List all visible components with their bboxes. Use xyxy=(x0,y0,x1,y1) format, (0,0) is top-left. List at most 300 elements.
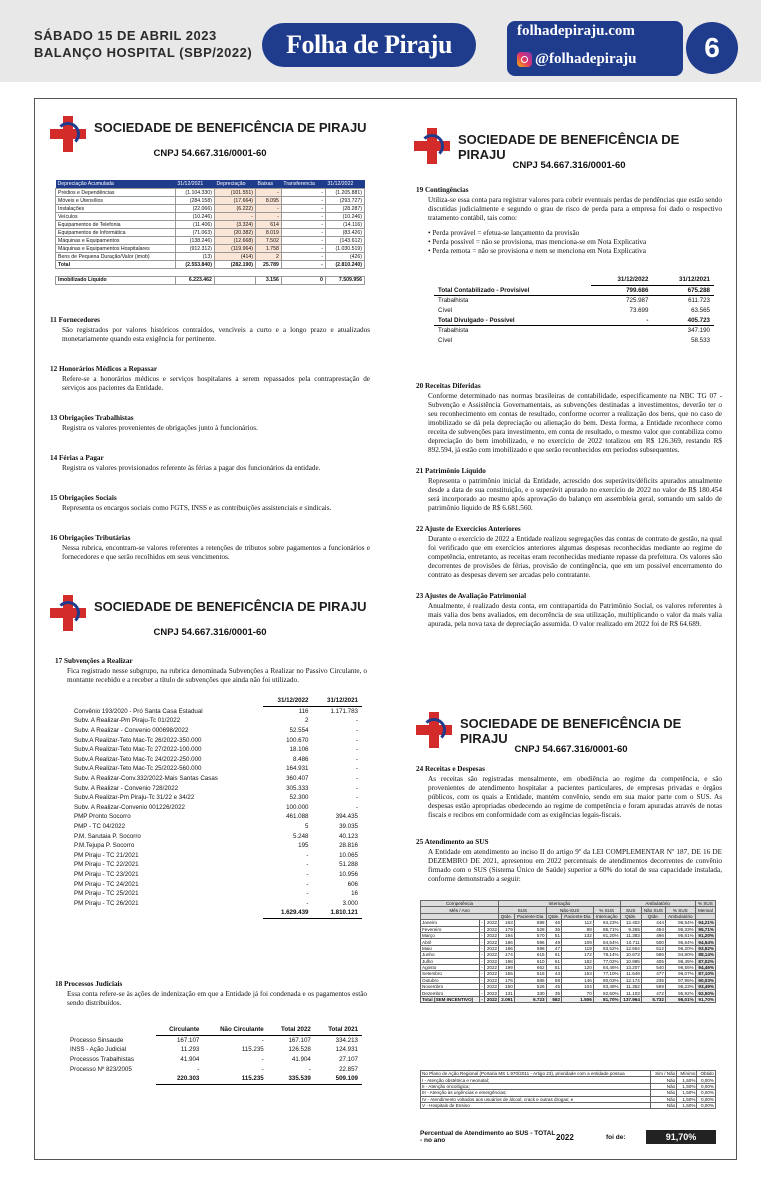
table-cell: 88,14% xyxy=(695,952,715,958)
table-header: Circulante xyxy=(156,1025,204,1035)
table-cell: - xyxy=(308,1065,311,1073)
table-cell: Trabalhista xyxy=(438,327,469,335)
table-cell: 10.065 xyxy=(339,851,358,859)
table-cell: 94,21% xyxy=(695,920,715,926)
table-cell: 100.670 xyxy=(286,736,309,744)
table-cell: Processos Trabalhistas xyxy=(70,1056,134,1064)
note-section xyxy=(50,365,370,393)
table-cell: 500 xyxy=(641,939,665,945)
table-cell: 454 xyxy=(641,926,665,932)
header-dateline xyxy=(34,27,252,61)
table-row xyxy=(70,783,362,793)
org-name: SOCIEDADE DE BENEFICÊNCIA DE PIRAJU xyxy=(458,132,680,162)
table-cell xyxy=(591,325,653,335)
note-body: São registrados por valores históricos contraídos, vencíveis a curto e a longo prazo e atualizados monetariamente quando esta exigência for pertinente. xyxy=(62,326,370,343)
table-cell: - xyxy=(306,861,309,869)
table-cell: Não xyxy=(651,1090,677,1096)
table-header: Ambulatório xyxy=(620,901,695,907)
table-cell: 334.213 xyxy=(335,1036,358,1044)
table-cell: Subv.A Realizar-Teto Mac-Tc 24/2022-250.000 xyxy=(74,755,202,763)
table-cell: - xyxy=(281,213,325,221)
table-cell: 1.758 xyxy=(255,245,281,253)
table-cell: 199 xyxy=(499,964,515,970)
note-19-bullets xyxy=(416,229,722,256)
table-cell: 2022 xyxy=(484,996,498,1002)
table-cell: (14.116) xyxy=(325,221,364,229)
table-cell: 512 xyxy=(641,945,665,951)
table-cell: 35 xyxy=(546,990,561,996)
table-cell: - xyxy=(481,926,483,932)
table-cell: 176 xyxy=(499,977,515,983)
table-cell: 3.156 xyxy=(255,276,281,284)
table-row xyxy=(434,315,714,325)
table-cell: 0,00% xyxy=(697,1090,716,1096)
table-cell: 0,00% xyxy=(697,1083,716,1089)
table-cell: (11.406) xyxy=(175,221,214,229)
table-header: SUS xyxy=(620,907,641,913)
table-cell: 174 xyxy=(499,952,515,958)
table-row xyxy=(70,831,362,841)
table-cell: 100.000 xyxy=(286,803,309,811)
table-row xyxy=(70,803,362,813)
table-cell: - xyxy=(261,1036,264,1044)
table-cell: Abril xyxy=(421,939,480,945)
table-cell: - xyxy=(306,880,309,888)
table-cell: - xyxy=(481,965,483,971)
table-cell: INSS - Ação Judicial xyxy=(70,1046,127,1054)
table-header: Qtde. xyxy=(620,913,641,919)
table-cell: 92,50% xyxy=(695,990,715,996)
table-row xyxy=(66,1035,362,1045)
table-cell: - xyxy=(481,984,483,990)
table-cell: III - Atenção às urgências e emergências; xyxy=(421,1090,651,1096)
table-header: Internação xyxy=(593,913,620,919)
table-header: Não Circulante xyxy=(203,1025,267,1035)
table-cell: 9.265 xyxy=(620,926,641,932)
table-row xyxy=(70,755,362,765)
table-row xyxy=(66,1045,362,1055)
note-section xyxy=(50,414,370,433)
table-cell: 43 xyxy=(546,971,561,977)
sus-final-label: Percentual de Atendimento ao SUS - TOTAL - no ano xyxy=(420,1130,556,1144)
note-section xyxy=(50,494,370,513)
table-cell: (138.246) xyxy=(175,237,214,245)
table-row xyxy=(70,851,362,861)
note-section xyxy=(416,467,722,513)
table-cell: Máquinas e Equipamentos xyxy=(56,237,176,245)
table-cell: Subv. A Realizar - Convenio 000698/2022 xyxy=(74,727,189,735)
table-cell: 1.506 xyxy=(562,996,594,1002)
table-cell: Subv.A Realizar-Teto Mac-Tc 25/2022-560.000 xyxy=(74,765,202,773)
table-cell xyxy=(434,275,591,285)
table-row xyxy=(70,870,362,880)
table-row xyxy=(70,745,362,755)
table-row xyxy=(434,336,714,346)
table-cell: II - Atenção oncológica; xyxy=(421,1083,651,1089)
table-cell xyxy=(591,336,653,346)
table-cell: 80,03% xyxy=(593,977,620,983)
table-row xyxy=(70,812,362,822)
table-cell xyxy=(66,1074,156,1084)
instagram-icon xyxy=(517,52,532,67)
note-17-title: 17 Subvenções a Realizar xyxy=(55,657,133,665)
table-cell: 85,71% xyxy=(593,926,620,932)
table-cell: I - Atenção obstétrica e neonatal; xyxy=(421,1077,651,1083)
table-cell: Convênio 193/2020 - Pró Santa Casa Estadual xyxy=(74,707,203,715)
note-body: Conforme determinado nas normas brasileiras de contabilidade, especificamente na NBC TG 07 - Subvenção e Assistência Governamentais, as subvenções destinadas a investimentos, deverão ter o seu reconhecimento em contas de resultado, conforme ocorrer a realização dos bens, que no caso de imobilizado se dá pela depreciação ou alienação do bem. Desta forma, a Entidade reconhece como receita de subvenções para investimento, em conta de resultado, o mesmo valor que contabiliza como depreciação do bem imobilizado, e no exercício de 2022 totalizou em R$ 126.369, restando R$ 892.594, já estão com imobilizado e que serão reconhecidos em períodos subsequentes. xyxy=(428,392,722,454)
table-cell: 27.107 xyxy=(339,1056,358,1064)
table-row xyxy=(421,1102,716,1108)
table-cell: 172 xyxy=(562,952,594,958)
table-cell: (10.246) xyxy=(175,213,214,221)
table-cell: 11.383 xyxy=(620,932,641,938)
sus-plan-table xyxy=(420,1070,716,1109)
table-cell: 96,45% xyxy=(665,958,695,964)
table-cell: - xyxy=(355,803,358,811)
table-cell: - xyxy=(306,851,309,859)
table-cell: - xyxy=(281,229,325,237)
table-cell: 96,01% xyxy=(665,996,695,1002)
table-cell: Bens de Pequena Duração/Valor (imob) xyxy=(56,253,176,261)
table-cell: 509.109 xyxy=(315,1074,362,1084)
table-cell: 155 xyxy=(499,971,515,977)
table-cell: 28.816 xyxy=(339,842,358,850)
table-cell: 10.956 xyxy=(339,870,358,878)
table-cell: 235 xyxy=(641,977,665,983)
note-body: Anualmente, é realizado desta conta, em contrapartida do Patrimônio Social, os valores referentes à mais valia dos bens avaliados, em decorrência de sua utilização, multiplicando o valor da mais valia apurada, pela nova taxa de depreciação assumida. O valor realizado em 2022 foi de R$ 64.689. xyxy=(428,602,722,628)
table-cell: 95,33% xyxy=(665,926,695,932)
table-cell: - xyxy=(306,890,309,898)
table-row xyxy=(70,726,362,736)
table-cell: Julho xyxy=(421,958,480,964)
depreciation-table xyxy=(55,180,365,285)
table-cell: P.M. Sarutaia P. Socorro xyxy=(74,832,141,840)
table-cell: Subv. A Realizar-Convenio 001226/2022 xyxy=(74,803,185,811)
table-cell: 496 xyxy=(641,932,665,938)
table-cell: 2 xyxy=(255,253,281,261)
note-body: Representa os encargos sociais como FGTS, INSS e as contribuições assistenciais e sindicais. xyxy=(62,504,332,512)
table-cell: 461.088 xyxy=(286,813,309,821)
table-header: Qtde. xyxy=(546,913,561,919)
table-cell: 1,50% xyxy=(677,1096,697,1102)
org-cnpj: CNPJ 54.667.316/0001-60 xyxy=(153,148,267,159)
bullet-item: • Perda remota = não se provisiona e nem se menciona em Nota Explicativa xyxy=(428,247,646,255)
note-title: 14 Férias a Pagar xyxy=(50,454,104,462)
table-header: Qtde. xyxy=(499,913,515,919)
table-cell: 83,52% xyxy=(593,945,620,951)
table-cell: - xyxy=(261,1056,264,1064)
table-header: 31/12/2021 xyxy=(652,275,714,285)
table-cell: Subv.A Realizar-Teto Mac-Tc 27/2022-100.000 xyxy=(74,746,202,754)
plan-title: No Plano de Ação Regional (Portaria MS 1.970/2011 - Artigo 23), prioridade com a entidade possua xyxy=(421,1071,651,1077)
total-row xyxy=(66,1074,362,1084)
table-cell: - xyxy=(255,205,281,213)
table-header: Sim / Não xyxy=(651,1071,677,1077)
table-cell: 167.107 xyxy=(176,1036,200,1044)
table-row xyxy=(70,822,362,832)
table-cell: 2022 xyxy=(484,964,498,970)
note-title: 12 Honorários Médicos a Repassar xyxy=(50,365,158,373)
table-cell: 51 xyxy=(546,932,561,938)
table-cell: Total Divulgado - Possível xyxy=(434,315,591,325)
table-cell: 1,50% xyxy=(677,1102,697,1108)
table-cell: 7.502 xyxy=(255,237,281,245)
table-cell: 662 xyxy=(514,964,546,970)
table-cell: 1,50% xyxy=(677,1077,697,1083)
table-cell: 150 xyxy=(499,984,515,990)
table-row xyxy=(70,898,362,908)
table-cell: Total Contabilizado - Provisivel xyxy=(434,285,591,296)
note-body: Registra os valores provenientes de obrigações junto à funcionários. xyxy=(62,424,258,432)
table-cell: (10.246) xyxy=(325,213,364,221)
table-cell: 610 xyxy=(514,958,546,964)
table-cell: 0,00% xyxy=(697,1077,716,1083)
table-cell: 12.664 xyxy=(620,945,641,951)
table-cell: 570 xyxy=(514,932,546,938)
table-cell: - xyxy=(481,958,483,964)
table-row xyxy=(56,205,365,213)
table-header-row xyxy=(421,1071,716,1077)
total-row xyxy=(421,996,716,1002)
table-header: 31/12/2021 xyxy=(175,180,214,189)
table-header: Baixas xyxy=(255,180,281,189)
table-header: Qtde. xyxy=(641,913,665,919)
table-cell: 137.964 xyxy=(620,996,641,1002)
table-cell: (2.810.240) xyxy=(325,261,364,269)
header-date: SÁBADO 15 DE ABRIL 2023 xyxy=(34,28,217,43)
table-cell: Veículos xyxy=(56,213,176,221)
table-cell: 2022 xyxy=(484,984,498,990)
table-cell: 569 xyxy=(641,984,665,990)
table-cell: - xyxy=(355,736,358,744)
table-cell: - xyxy=(281,237,325,245)
note-section xyxy=(50,316,370,344)
table-cell: 167.107 xyxy=(288,1036,311,1044)
instagram-link[interactable] xyxy=(517,51,636,68)
table-row xyxy=(70,764,362,774)
table-cell: (912.312) xyxy=(175,245,214,253)
table-cell: 2022 xyxy=(484,920,498,926)
table-cell: 194 xyxy=(499,932,515,938)
note-title: 23 Ajustes de Avaliação Patrimonial xyxy=(416,592,527,600)
table-cell: 81,20% xyxy=(593,932,620,938)
table-row xyxy=(56,253,365,261)
table-cell: - xyxy=(481,997,483,1003)
table-cell: 2022 xyxy=(484,932,498,938)
note-17 xyxy=(55,657,367,685)
table-header-row xyxy=(56,180,365,189)
table-header: Depreciação xyxy=(214,180,255,189)
table-cell: 585 xyxy=(514,977,546,983)
note-section xyxy=(416,525,722,580)
table-cell: 91,70% xyxy=(695,996,715,1002)
table-row xyxy=(70,793,362,803)
table-cell: 515 xyxy=(514,971,546,977)
table-cell: PM Piraju - TC 22/2021 xyxy=(74,861,139,869)
table-cell: Equipamentos de Telefonia xyxy=(56,221,176,229)
table-cell: 112 xyxy=(562,920,594,926)
table-row xyxy=(56,245,365,253)
table-cell: PM Piraju - TC 24/2021 xyxy=(74,880,139,888)
table-cell: 405 xyxy=(641,958,665,964)
table-cell: 2 xyxy=(305,717,309,725)
table-cell: 330 xyxy=(514,990,546,996)
sus-final-percentage xyxy=(420,1130,716,1144)
table-header: Total 2022 xyxy=(268,1025,315,1035)
table-cell: 51.288 xyxy=(339,861,358,869)
table-cell: 116 xyxy=(298,707,309,715)
table-cell: PM Piraju - TC 25/2021 xyxy=(74,890,139,898)
table-cell: 90,03% xyxy=(695,977,715,983)
table-cell: 164.931 xyxy=(286,765,309,773)
table-cell: - xyxy=(355,784,358,792)
org-header-right-2 xyxy=(416,712,726,755)
table-cell: - xyxy=(481,977,483,983)
note-body: Nessa rubrica, encontram-se valores referentes a retenções de tributos sobre pagamentos a funcionários e fornecedores e que serão recolhidos em seus vencimentos. xyxy=(62,544,370,561)
newspaper-logo[interactable]: Folha de Piraju xyxy=(262,23,476,67)
table-cell: 12.174 xyxy=(620,977,641,983)
newspaper-header xyxy=(0,0,761,82)
table-cell: 526 xyxy=(514,984,546,990)
table-cell: 47 xyxy=(546,945,561,951)
table-cell: Fevereiro xyxy=(421,926,480,932)
note-19 xyxy=(416,186,722,256)
table-cell: 95,23% xyxy=(665,984,695,990)
table-cell: 8.095 xyxy=(255,197,281,205)
total-row xyxy=(70,908,362,918)
table-cell: - xyxy=(355,717,358,725)
table-cell: - xyxy=(281,205,325,213)
table-row xyxy=(421,1096,716,1102)
table-cell: - xyxy=(481,945,483,951)
table-header: Total 2021 xyxy=(315,1025,362,1035)
table-cell: 198 xyxy=(499,958,515,964)
table-row xyxy=(70,774,362,784)
table-cell: 94,54% xyxy=(695,939,715,945)
table-cell: (6.222) xyxy=(214,205,255,213)
table-cell: - xyxy=(355,727,358,735)
notes-left xyxy=(50,316,370,583)
table-cell: 360.407 xyxy=(286,775,309,783)
table-cell: 91,20% xyxy=(695,932,715,938)
table-cell: - xyxy=(281,221,325,229)
table-cell: - xyxy=(355,794,358,802)
note-25-body: A Entidade em atendimento ao inciso II do artigo 9º da LEI COMPLEMENTAR Nº 187, DE 16 DE DEZEMBRO DE 2021, apresentou em 2022 percentuais de atendimentos decorrentes de convênio firmado com o SUS (Sistema Único de Saúde) superior a 60% do total de sua capacidade instalada, conforme demonstrado a seguir: xyxy=(428,848,722,883)
table-cell: 7.509.956 xyxy=(325,276,364,284)
table-cell: 472 xyxy=(641,990,665,996)
note-title: 22 Ajuste de Exercícios Anteriores xyxy=(416,525,521,533)
note-body: Registra os valores provisionados referente às férias a pagar dos funcionários da entidade. xyxy=(62,464,321,472)
sus-final-value: 91,70% xyxy=(646,1130,716,1144)
table-cell: 77,10% xyxy=(593,971,620,977)
table-cell: Agosto xyxy=(421,964,480,970)
org-header-left-1 xyxy=(50,116,370,159)
table-cell: (3.324) xyxy=(214,221,255,229)
table-cell: 131 xyxy=(499,990,515,996)
table-cell: Janeiro xyxy=(421,920,480,926)
note-18-body: Essa conta refere-se às ações de indenização em que a Entidade já foi condenada e os pagamentos estão sendo distribuídos. xyxy=(67,990,367,1007)
table-cell: 146 xyxy=(562,977,594,983)
note-section xyxy=(416,592,722,629)
table-cell: 119 xyxy=(562,945,594,951)
table-cell: - xyxy=(591,315,653,325)
table-cell: (1.030.519) xyxy=(325,245,364,253)
table-cell: 16 xyxy=(351,890,358,898)
table-cell xyxy=(56,269,365,277)
table-row xyxy=(70,716,362,726)
table-cell: 0,00% xyxy=(697,1102,716,1108)
table-cell: - xyxy=(355,775,358,783)
table-cell: 61 xyxy=(546,952,561,958)
table-cell: 52.554 xyxy=(289,727,309,735)
table-cell: (13) xyxy=(175,253,214,261)
note-body: Representa o patrimônio inicial da Entidade, acrescido dos superávits/déficits apurados anualmente desde a data de sua constituição, e o superávit apurado no exercício de 2022 no valor de R$ 180.454 será incorporado ao mesmo após aprovação do balanço em assembleia geral, somando um saldo de patrimônio líquido de R$ 6.681.560. xyxy=(428,477,722,512)
table-row xyxy=(56,237,365,245)
table-cell: 1.171.783 xyxy=(330,707,358,715)
site-link[interactable]: folhadepiraju.com xyxy=(517,23,635,39)
table-header: Não SUS xyxy=(641,907,665,913)
table-row xyxy=(70,841,362,851)
table-cell: Prédios e Dependências xyxy=(56,189,176,197)
table-cell: PM Piraju - TC 26/2021 xyxy=(74,899,139,907)
table-cell: 41.904 xyxy=(180,1056,200,1064)
table-cell: 12.402 xyxy=(620,920,641,926)
table-cell: - xyxy=(481,952,483,958)
table-cell: 8.019 xyxy=(255,229,281,237)
org-cross-icon xyxy=(414,128,450,164)
table-cell: (12.668) xyxy=(214,237,255,245)
table-cell: 2022 xyxy=(484,977,498,983)
table-cell: 8.486 xyxy=(292,755,309,763)
table-cell: 586 xyxy=(641,952,665,958)
table-cell: 528 xyxy=(514,926,546,932)
table-cell: 93,52% xyxy=(695,945,715,951)
table-cell xyxy=(70,696,263,706)
table-cell: 18.106 xyxy=(289,746,309,754)
table-cell: (119.964) xyxy=(214,245,255,253)
table-cell: (426) xyxy=(325,253,364,261)
table-cell: Trabalhista xyxy=(438,297,469,305)
table-row xyxy=(434,296,714,306)
note-section xyxy=(416,382,722,455)
table-cell: 94,80% xyxy=(665,952,695,958)
table-cell: 6.723 xyxy=(514,996,546,1002)
table-cell: Subv. A Realizar-Conv.332/2022-Mais Santas Casas xyxy=(74,775,218,783)
table-cell: Subv. A Realizar - Convenio 728/2022 xyxy=(74,784,179,792)
table-cell: 611.723 xyxy=(688,297,710,305)
table-cell: 95,71% xyxy=(695,926,715,932)
org-header-left-2 xyxy=(50,595,370,638)
table-header: Paciente-Dia xyxy=(562,913,594,919)
table-cell: (143.612) xyxy=(325,237,364,245)
table-cell: 109 xyxy=(562,939,594,945)
table-row xyxy=(56,229,365,237)
note-title: 21 Patrimônio Líquido xyxy=(416,467,486,475)
table-cell: 335.539 xyxy=(268,1074,315,1084)
table-cell: 163 xyxy=(499,920,515,926)
org-cnpj: CNPJ 54.667.316/0001-60 xyxy=(512,160,626,171)
note-25 xyxy=(416,838,722,884)
table-cell: Março xyxy=(421,932,480,938)
table-cell: 3.000 xyxy=(342,899,358,907)
table-cell: PM Piraju - TC 21/2021 xyxy=(74,851,139,859)
table-cell: 1.629.439 xyxy=(263,908,313,918)
table-cell: 87,10% xyxy=(695,971,715,977)
table-cell: 2022 xyxy=(484,990,498,996)
table-row xyxy=(70,860,362,870)
table-cell: 596 xyxy=(514,939,546,945)
note-body: Refere-se a honorários médicos e serviços hospitalares a serem repassados pela contraprestação de serviços aos pacientes da Entidade. xyxy=(62,375,370,392)
